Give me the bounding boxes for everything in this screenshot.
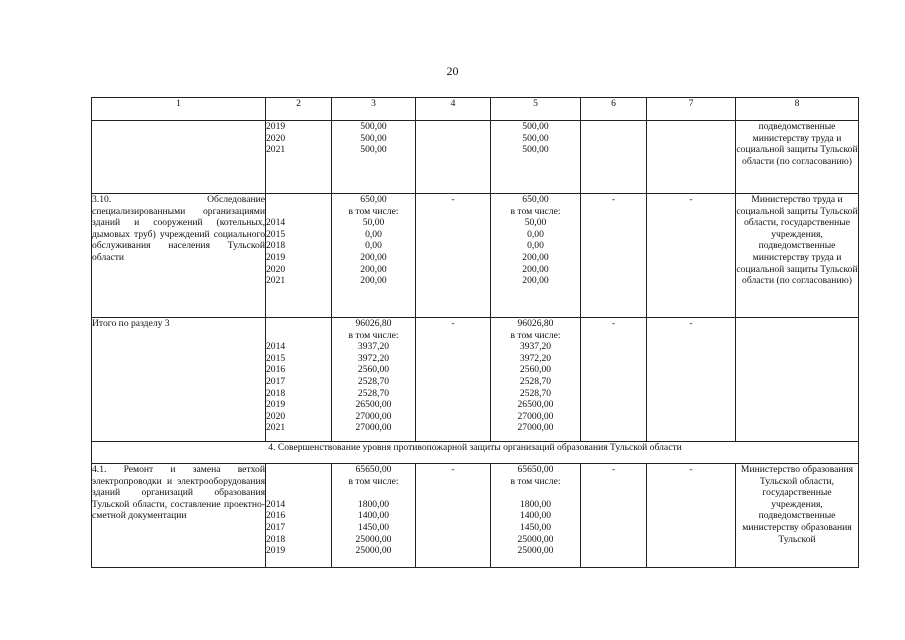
cell-line: 2019 xyxy=(266,545,286,557)
cell-line xyxy=(266,194,331,206)
cell-line xyxy=(332,487,415,499)
cell-line: в том числе: xyxy=(348,205,399,217)
cell-line: 0,00 xyxy=(527,240,544,252)
row-executor: подведомственные министерству труда и социальной защиты Тульской области (по согласованию) xyxy=(736,121,859,194)
cell-line: 1400,00 xyxy=(357,510,390,522)
row-col4 xyxy=(416,121,491,194)
row-col3 xyxy=(332,318,416,442)
row-col5 xyxy=(491,318,581,442)
cell-line: 500,00 xyxy=(522,132,549,144)
cell-line: 65650,00 xyxy=(355,464,392,475)
row-col4: - xyxy=(416,464,491,568)
cell-line: 2019 xyxy=(266,399,286,411)
row-years xyxy=(266,121,332,194)
row-executor: Министерство образования Тульской области, государственные учреждения, подведомственные министерству образования Тульской xyxy=(736,464,859,568)
row-executor xyxy=(736,318,859,442)
cell-line: 2014 xyxy=(266,341,286,353)
cell-line: 2014 xyxy=(266,217,286,229)
row-col5 xyxy=(491,194,581,318)
cell-line: 1800,00 xyxy=(357,498,390,510)
cell-line: 200,00 xyxy=(360,275,387,287)
cell-line: 26500,00 xyxy=(355,399,392,411)
cell-line: 0,00 xyxy=(365,228,382,240)
cell-line: 2015 xyxy=(266,228,286,240)
cell-line: 2015 xyxy=(266,352,286,364)
header-cell: 1 xyxy=(92,98,266,121)
row-col4: - xyxy=(416,318,491,442)
cell-line: 3972,20 xyxy=(357,352,390,364)
cell-line xyxy=(266,476,331,488)
cell-line: 2528,70 xyxy=(357,375,390,387)
cell-line: 27000,00 xyxy=(517,422,554,434)
cell-line: 2016 xyxy=(266,510,286,522)
row-years xyxy=(266,464,332,568)
cell-line: 2018 xyxy=(266,240,286,252)
cell-line: 500,00 xyxy=(360,121,387,132)
row-executor: Министерство труда и социальной защиты Тульской области, государственные учреждения, подведомственные министерству труда и социальной защиты Тульской области (по согласованию) xyxy=(736,194,859,318)
cell-line: 2528,70 xyxy=(519,387,552,399)
row-col3 xyxy=(332,464,416,568)
cell-line xyxy=(266,330,331,342)
cell-line: 2021 xyxy=(266,422,286,434)
cell-line: 500,00 xyxy=(522,121,549,132)
cell-line: 200,00 xyxy=(522,275,549,287)
cell-line: 200,00 xyxy=(360,263,387,275)
cell-line: 50,00 xyxy=(362,217,385,229)
cell-line: 2528,70 xyxy=(519,375,552,387)
cell-line: 96026,80 xyxy=(355,318,392,329)
cell-line xyxy=(266,487,331,499)
cell-line xyxy=(266,318,331,330)
cell-line: 50,00 xyxy=(524,217,547,229)
header-cell: 3 xyxy=(332,98,416,121)
row-col7: - xyxy=(647,318,736,442)
table-row xyxy=(92,121,859,194)
cell-line: 1450,00 xyxy=(519,521,552,533)
row-col4: - xyxy=(416,194,491,318)
cell-line: 2021 xyxy=(266,144,286,156)
cell-line: 200,00 xyxy=(360,251,387,263)
cell-line: 27000,00 xyxy=(517,410,554,422)
cell-line: в том числе: xyxy=(510,329,561,341)
row-name: 4.1. Ремонт и замена ветхой электропроводки и электрооборудования зданий организаций образования Тульской области, составление проектно-сметной документации xyxy=(92,464,266,568)
cell-line: 1800,00 xyxy=(519,498,552,510)
header-cell: 6 xyxy=(581,98,647,121)
row-col6: - xyxy=(581,194,647,318)
row-years xyxy=(266,194,332,318)
row-col7 xyxy=(647,121,736,194)
cell-line: в том числе: xyxy=(510,475,561,487)
row-years xyxy=(266,318,332,442)
table-row xyxy=(92,464,859,568)
cell-line: 650,00 xyxy=(360,194,387,205)
header-cell: 5 xyxy=(491,98,581,121)
cell-line: 500,00 xyxy=(522,144,549,156)
cell-line: 1450,00 xyxy=(357,521,390,533)
cell-line: 2560,00 xyxy=(357,364,390,376)
cell-line: 500,00 xyxy=(360,132,387,144)
cell-line: в том числе: xyxy=(510,205,561,217)
row-col6 xyxy=(581,121,647,194)
header-cell: 8 xyxy=(736,98,859,121)
cell-line xyxy=(266,206,331,218)
row-col3 xyxy=(332,121,416,194)
cell-line: 500,00 xyxy=(360,144,387,156)
cell-line: 3937,20 xyxy=(519,341,552,353)
cell-line: 2020 xyxy=(266,263,286,275)
cell-line: 2019 xyxy=(266,121,286,132)
cell-line: 25000,00 xyxy=(517,545,554,557)
cell-line: 2017 xyxy=(266,375,286,387)
section-title: 4. Совершенствование уровня противопожарной защиты организаций образования Тульской области xyxy=(92,442,859,464)
row-name: 3.10. Обследование специализированными организациями зданий и сооружений (котельных, дымовых труб) учреждений социального обслуживания населения Тульской области xyxy=(92,194,266,318)
program-table xyxy=(91,97,859,568)
header-cell: 2 xyxy=(266,98,332,121)
cell-line: 2018 xyxy=(266,533,286,545)
section-header-row xyxy=(92,442,859,464)
row-col5 xyxy=(491,121,581,194)
row-col7: - xyxy=(647,464,736,568)
cell-line: 26500,00 xyxy=(517,399,554,411)
cell-line: 200,00 xyxy=(522,251,549,263)
cell-line: 200,00 xyxy=(522,263,549,275)
cell-line: 2014 xyxy=(266,498,286,510)
cell-line: 27000,00 xyxy=(355,422,392,434)
cell-line: 96026,80 xyxy=(517,318,554,329)
cell-line: в том числе: xyxy=(348,475,399,487)
cell-line: 2017 xyxy=(266,521,286,533)
cell-line: 25000,00 xyxy=(355,533,392,545)
cell-line: 650,00 xyxy=(522,194,549,205)
row-col6: - xyxy=(581,464,647,568)
cell-line: 3972,20 xyxy=(519,352,552,364)
cell-line xyxy=(266,464,331,476)
page-number: 20 xyxy=(446,64,459,78)
cell-line: 65650,00 xyxy=(517,464,554,475)
cell-line xyxy=(491,487,580,499)
row-col6: - xyxy=(581,318,647,442)
row-name xyxy=(92,121,266,194)
cell-line: 2020 xyxy=(266,410,286,422)
cell-line: 0,00 xyxy=(527,228,544,240)
cell-line: 25000,00 xyxy=(355,545,392,557)
cell-line: 27000,00 xyxy=(355,410,392,422)
row-col7: - xyxy=(647,194,736,318)
cell-line: 2019 xyxy=(266,251,286,263)
header-cell: 7 xyxy=(647,98,736,121)
cell-line: в том числе: xyxy=(348,329,399,341)
cell-line: 2018 xyxy=(266,387,286,399)
cell-line: 2528,70 xyxy=(357,387,390,399)
cell-line: 3937,20 xyxy=(357,341,390,353)
cell-line: 1400,00 xyxy=(519,510,552,522)
header-cell: 4 xyxy=(416,98,491,121)
row-col3 xyxy=(332,194,416,318)
row-col5 xyxy=(491,464,581,568)
header-row xyxy=(92,98,859,121)
cell-line: 2021 xyxy=(266,275,286,287)
cell-line: 2016 xyxy=(266,364,286,376)
row-name: Итого по разделу 3 xyxy=(92,318,266,442)
table-row xyxy=(92,318,859,442)
table-row xyxy=(92,194,859,318)
cell-line: 0,00 xyxy=(365,240,382,252)
cell-line: 25000,00 xyxy=(517,533,554,545)
cell-line: 2560,00 xyxy=(519,364,552,376)
cell-line: 2020 xyxy=(266,132,286,144)
